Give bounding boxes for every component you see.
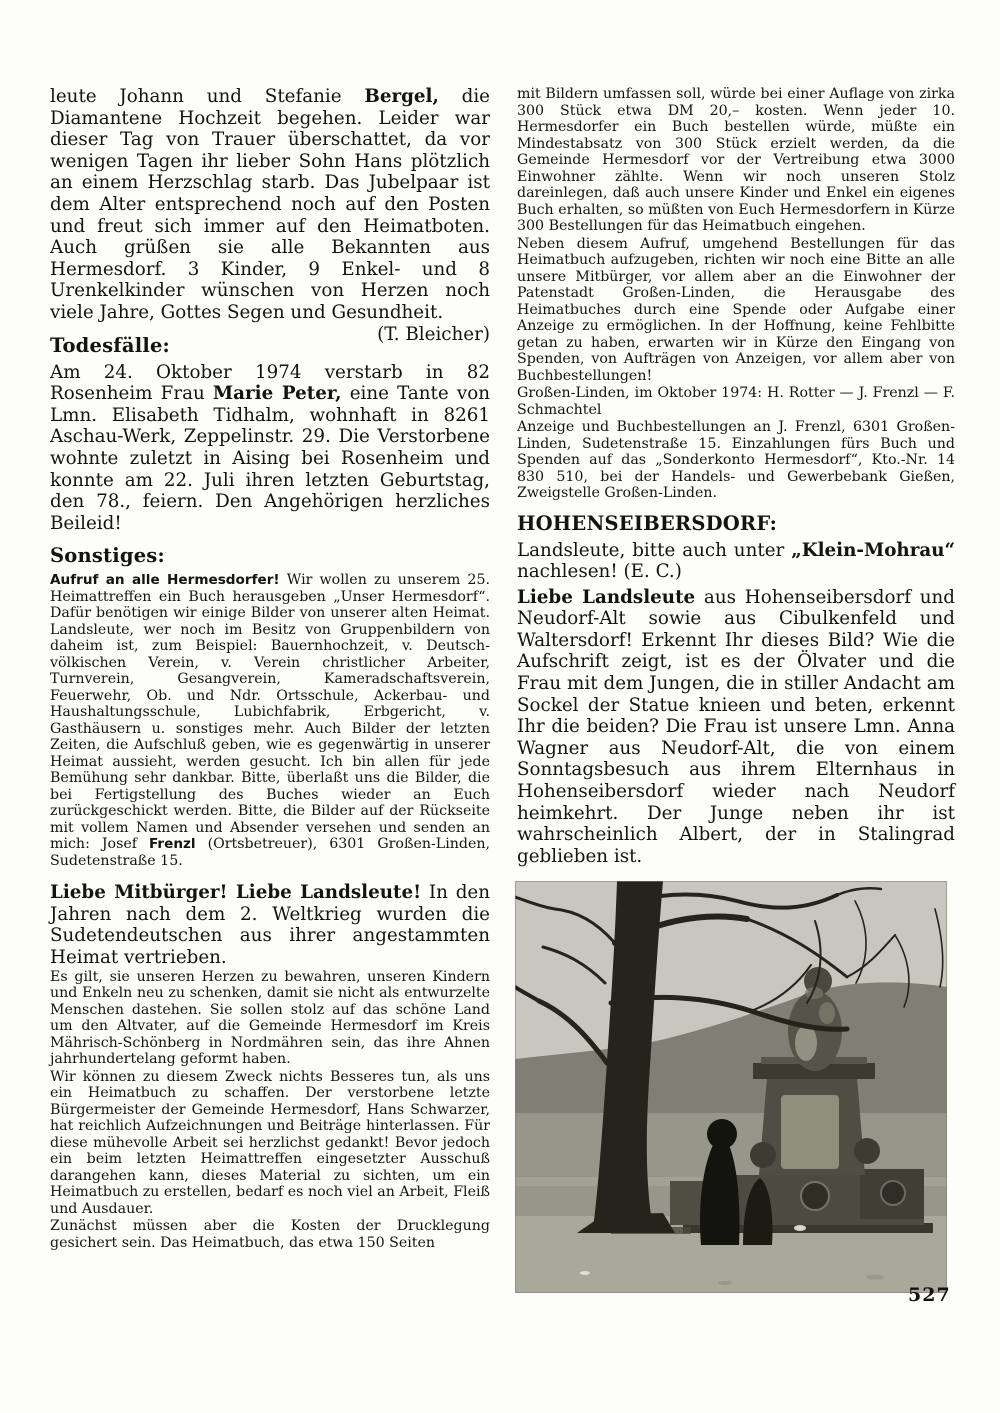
landsleute-lead-bold: Liebe Landsleute (517, 586, 696, 608)
mitbuerger-lead-rest: In den Jahren nach dem 2. Weltkrieg wurden die Sudetendeutschen aus ihrer angestammten Heimat vertrieben. (50, 882, 490, 969)
aufruf-paragraph (50, 572, 490, 869)
mitbuerger-paragraph-3: Zunächst müssen aber die Kosten der Drucklegung gesichert sein. Das Heimatbuch, das etwa 150 Seiten (50, 1218, 490, 1251)
olvater-photo (515, 881, 947, 1293)
bergel-text-post: die Diamantene Hochzeit begehen. Leider war dieser Tag von Trauer überschattet, da vor wenigen Tagen ihr lieber Sohn Hans plötzlich an einem Herzschlag starb. Das Jubelpaar ist dem Alter entsprechend noch auf den Posten und freut sich immer auf den Heimatboten. Auch grüßen sie alle Bekannten aus Hermesdorf. 3 Kinder, 9 Enkel- und 8 Urenkelkinder wünschen von Herzen noch viele Jahre, Gottes Segen und Gesundheit. (50, 86, 490, 323)
todesfaelle-text-post: eine Tante von Lmn. Elisabeth Tidhalm, wohnhaft in 8261 Aschau-Werk, Zeppelinstr. 29. Die Verstorbene wohnte zuletzt in Aising bei Rosenheim und konnte am 22. Juli ihren letzten Geburtstag, den 78., feiern. Den Angehörigen herzliches Beileid! (50, 383, 490, 534)
left-column (50, 86, 490, 1251)
bergel-signature: (T. Bleicher) (377, 323, 490, 345)
right-column (517, 86, 955, 1293)
aufruf-name-bold: Frenzl (149, 836, 196, 853)
todesfaelle-paragraph (50, 362, 490, 535)
mitbuerger-lead-bold: Liebe Mitbürger! Liebe Landsleute! (50, 882, 422, 904)
bergel-text-pre: leute Johann und Stefanie (50, 86, 365, 107)
mitbuerger-paragraph-1: Es gilt, sie unseren Herzen zu bewahren, unseren Kindern und Enkeln neu zu schenken, damit sie nicht als entwurzelte Menschen dastehen. Sie sollen stolz auf das schöne Land um den Altvater, auf die Gemeinde Hermesdorf im Kreis Mährisch-Schönberg in Nordmähren sein, das ihre Ahnen jahrhundertelang geformt haben. (50, 968, 490, 1068)
signature-line: Großen-Linden, im Oktober 1974: H. Rotter — J. Frenzl — F. Schmachtel (517, 385, 955, 418)
mitbuerger-body (50, 969, 490, 1252)
bank-info-paragraph: Anzeige und Buchbestellungen an J. Frenzl, 6301 Großen-Linden, Sudetenstraße 15. Einzahlungen fürs Buch und Spenden auf das „Sonderkonto Hermesdorf“, Kto.-Nr. 14 830 510, bei der Handels- und Gewerbebank Gießen, Zweigstelle Großen-Linden. (517, 419, 955, 501)
aufruf-section (50, 572, 490, 869)
klein-mohrau-note (517, 540, 955, 583)
landsleute-body: aus Hohenseibersdorf und Neudorf-Alt sowie aus Cibulkenfeld und Waltersdorf! Erkennt Ihr dieses Bild? Wie die Aufschrift zeigt, ist es der Ölvater und die Frau mit dem Jungen, die in stiller Andacht am Sockel der Statue knieen und beten, erkennt Ihr die beiden? Die Frau ist unsere Lmn. Anna Wagner aus Neudorf-Alt, die von einem Sonntagsbesuch aus ihrem Elternhaus in Hohenseibersdorf wieder nach Neudorf heimkehrt. Der Junge neben ihr ist wahrscheinlich Albert, der in Stalingrad geblieben ist. (517, 586, 955, 867)
page-number: 527 (908, 1284, 951, 1306)
aufruf-body-1: Wir wollen zu unserem 25. Heimattreffen ein Buch herausgeben „Unser Hermesdorf“. Dafür benötigen wir einige Bilder von unserer alten Heimat. Landsleute, wer noch im Besitz von Gruppenbildern von daheim ist, zum Beispiel: Bauernhochzeit, v. Deutsch-völkischen Verein, v. Verein christlicher Arbeiter, Turnverein, Gesangverein, Kameradschaftsverein, Feuerwehr, Ob. und Ndr. Ortsschule, Ackerbau- und Haushaltungsschule, Lubichfabrik, Erbgericht, v. Gasthäusern u. sonstiges mehr. Auch Bilder der letzten Zeiten, die Aufschluß geben, wie es gegenwärtig in unserer Heimat aussieht, werden gesucht. Ich bin allen für jede Bemühung sehr dankbar. Bitte, überlaßt uns die Bilder, die bei Fertigstellung des Buches wieder an Euch zurückgeschickt werden. Bitte, die Bilder auf der Rückseite mit vollem Namen und Absender versehen und senden an mich: Josef (50, 572, 490, 853)
klein-mohrau-bold: „Klein-Mohrau“ (791, 539, 955, 561)
aufruf-lead-bold: Aufruf an alle Hermesdorfer! (50, 572, 280, 589)
todesfaelle-heading: Todesfälle: (50, 333, 170, 357)
aufruf-body-2: (Ortsbetreuer), 6301 Großen-Linden, Sudetenstraße 15. (50, 836, 491, 869)
mitbuerger-paragraph-2: Wir können zu diesem Zweck nichts Besseres tun, als uns ein Heimatbuch zu schaffen. Der verstorbene letzte Bürgermeister der Gemeinde Hermesdorf, Hans Schwarzer, hat reichlich Aufzeichnungen und Beiträge hinterlassen. Für diese mühevolle Arbeit sei herzlichst gedankt! Bevor jedoch ein beim letzten Heimattreffen eingesetzter Ausschuß darangehen kann, dieses Material zu sichten, um ein Heimatbuch zu erstellen, bedarf es noch viel an Arbeit, Fleiß und Ausdauer. (50, 1068, 490, 1217)
mitbuerger-lead-paragraph (50, 882, 490, 968)
landsleute-paragraph (517, 587, 955, 868)
todesfaelle-text-pre: Am 24. Oktober 1974 verstarb in 82 Rosenheim Frau (50, 361, 490, 405)
bergel-name-bold: Bergel, (364, 86, 439, 107)
hohenseibersdorf-heading: HOHENSEIBERSDORF: (517, 511, 778, 535)
todesfaelle-name-bold: Marie Peter, (212, 383, 342, 405)
inscription-panel (781, 1095, 839, 1169)
note-text-pre: Landsleute, bitte auch unter (517, 539, 792, 561)
heimatbuch-continuation (517, 86, 955, 502)
note-text-post: nachlesen! (E. C.) (517, 561, 682, 583)
continuation-paragraph-2: Neben diesem Aufruf, umgehend Bestellungen für das Heimatbuch aufzugeben, richten wir noch eine Bitte an alle unsere Mitbürger, vor allem aber an die Einwohner der Patenstadt Großen-Linden, die Herausgabe des Heimatbuches durch eine Spende oder Aufgabe einer Anzeige zu ermöglichen. In der Hoffnung, keine Fehlbitte getan zu haben, erwarten wir in Kürze den Eingang von Spenden, von Aufträgen von Anzeigen, vor allem aber von Buchbestellungen! (517, 235, 955, 384)
sonstiges-heading: Sonstiges: (50, 544, 165, 568)
continuation-paragraph-1: mit Bildern umfassen soll, würde bei einer Auflage von zirka 300 Stück etwa DM 20,– kosten. Wenn jeder 10. Hermesdorfer ein Buch bestellen würde, müßte ein Mindestabsatz von 300 Stück erzielt werden, da die Gemeinde Hermesdorf vor der Vertreibung etwa 3000 Einwohner zählte. Wenn wir noch unseren Stolz dareinlegen, daß auch unsere Kinder und Enkel ein eigenes Buch erhalten, so müßten von Euch Hermesdorfern in Kürze 300 Bestellungen für das Heimatbuch eingehen. (517, 86, 955, 234)
